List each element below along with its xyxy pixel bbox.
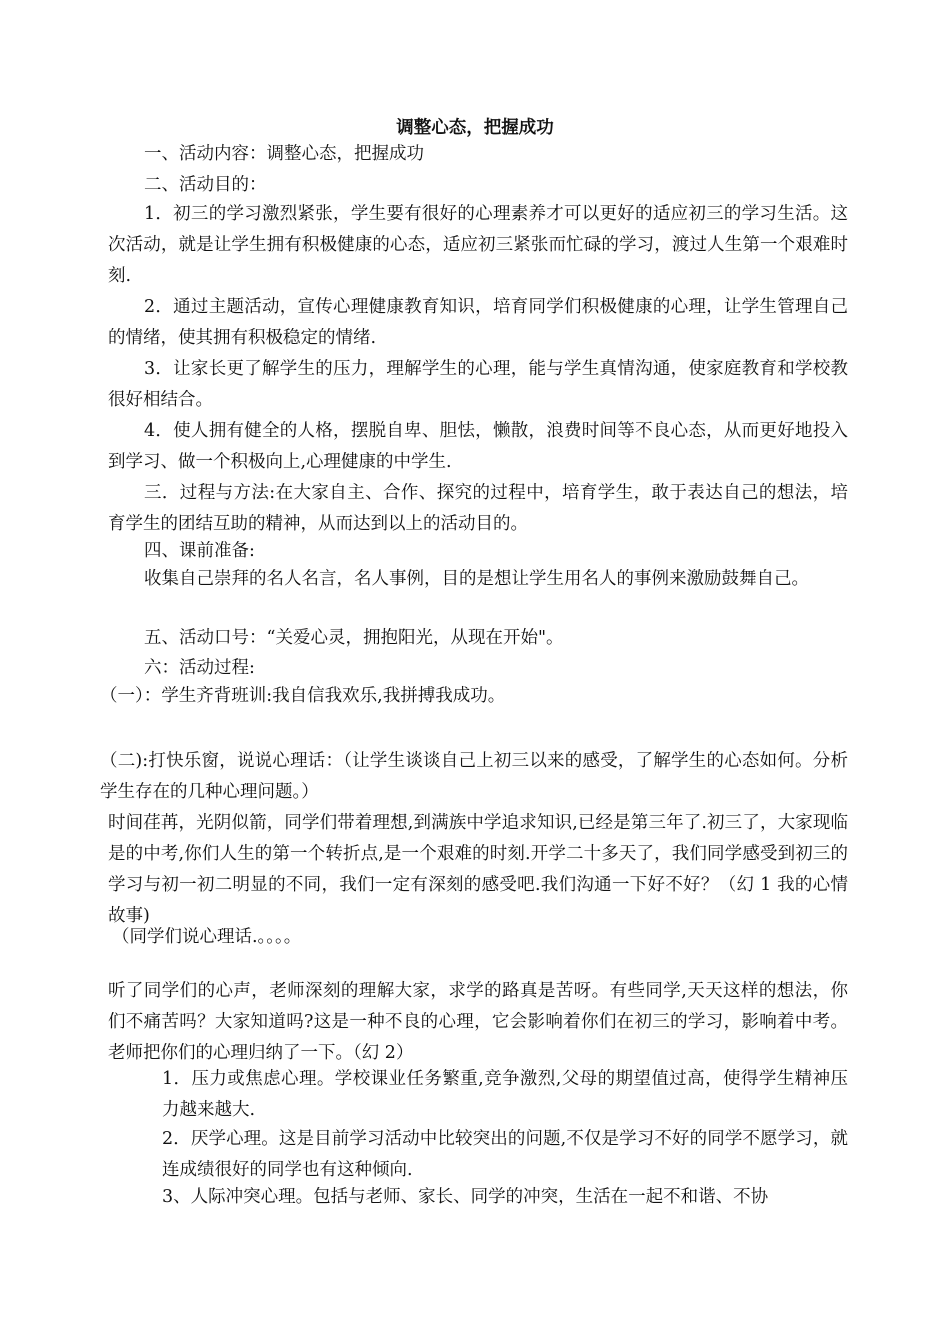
section-activity-content: 一、活动内容：调整心态，把握成功: [144, 144, 424, 164]
students-speak: （同学们说心理话.。。。。: [112, 927, 302, 947]
section-activity-purpose: 二、活动目的：: [144, 175, 267, 195]
purpose-item-1: 1．初三的学习激烈紧张，学生要有很好的心理素养才可以更好的适应初三的学习生活。这次活动，就是让学生拥有积极健康的心态，适应初三紧张而忙碌的学习，渡过人生第一个艰难时刻.: [108, 204, 848, 286]
problem-item-3: 3、人际冲突心理。包括与老师、家长、同学的冲突，生活在一起不和谐、不协: [162, 1187, 769, 1207]
teacher-speech-1: 时间荏苒，光阴似箭，同学们带着理想,到满族中学追求知识,已经是第三年了.初三了，大家现临是的中考,你们人生的第一个转折点,是一个艰难的时刻.开学二十多天了，我们同学感受到初三的学习与初一初二明显的不同，我们一定有深刻的感受吧.我们沟通一下好不好？（幻 1 我的心情故事): [108, 813, 848, 926]
preparation-text: 收集自己崇拜的名人名言，名人事例，目的是想让学生用名人的事例来激励鼓舞自己。: [144, 569, 809, 589]
teacher-speech-2: 听了同学们的心声，老师深刻的理解大家，求学的路真是苦呀。有些同学,天天这样的想法，你们不痛苦吗？大家知道吗?这是一种不良的心理，它会影响着你们在初三的学习，影响着中考。老师把你们的心理归纳了一下。（幻 2）: [108, 981, 848, 1063]
purpose-item-3: 3．让家长更了解学生的压力，理解学生的心理，能与学生真情沟通，使家庭教育和学校教很好相结合。: [108, 359, 848, 410]
section-preparation: 四、课前准备:: [144, 541, 255, 561]
section-slogan: 五、活动口号：“关爱心灵，拥抱阳光，从现在开始"。: [144, 628, 564, 648]
problem-item-1: 1．压力或焦虑心理。学校课业任务繁重,竞争激烈,父母的期望值过高，使得学生精神压力越来越大.: [162, 1069, 848, 1120]
problem-item-2: 2．厌学心理。这是目前学习活动中比较突出的问题,不仅是学习不好的同学不愿学习，就连成绩很好的同学也有这种倾向.: [162, 1129, 848, 1180]
process-step-2: （二):打快乐窗，说说心理话：（让学生谈谈自己上初三以来的感受，了解学生的心态如何。分析学生存在的几种心理问题。）: [100, 751, 848, 802]
purpose-item-4: 4．使人拥有健全的人格，摆脱自卑、胆怯，懒散，浪费时间等不良心态，从而更好地投入到学习、做一个积极向上,心理健康的中学生.: [108, 421, 848, 472]
section-activity-process: 六：活动过程:: [144, 658, 255, 678]
document-title: 调整心态，把握成功: [396, 118, 554, 138]
purpose-item-2: 2．通过主题活动，宣传心理健康教育知识，培育同学们积极健康的心理，让学生管理自己的情绪，使其拥有积极稳定的情绪.: [108, 297, 848, 348]
section-process-method: 三．过程与方法:在大家自主、合作、探究的过程中，培育学生，敢于表达自己的想法，培育学生的团结互助的精神，从而达到以上的活动目的。: [108, 483, 848, 534]
process-step-1: （一）：学生齐背班训:我自信我欢乐,我拼搏我成功。: [100, 686, 506, 706]
